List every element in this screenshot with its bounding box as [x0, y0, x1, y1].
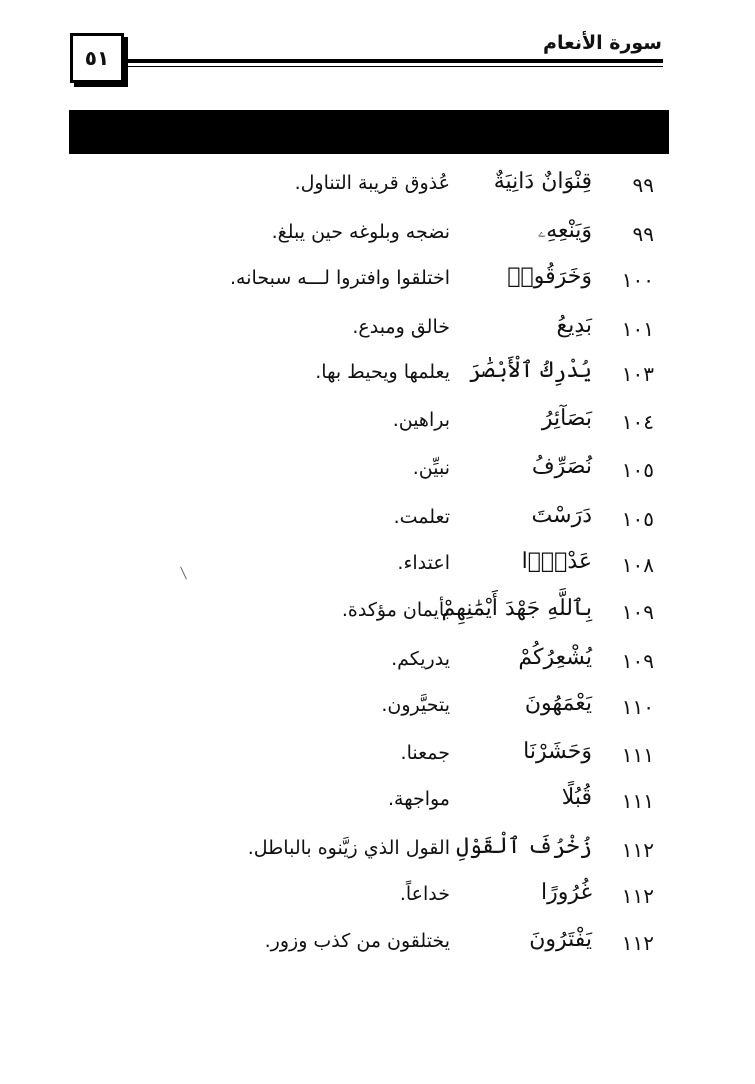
- list-item: [0, 212, 755, 258]
- quran-word: وَحَشَرْنَا: [523, 739, 592, 764]
- word-meaning: خداعاً.: [399, 883, 450, 905]
- verse-number: ١٠٥: [621, 458, 654, 482]
- verse-number: ١١٢: [621, 838, 654, 862]
- verse-number: ١١٢: [621, 931, 654, 955]
- quran-word: قُبُلًا: [561, 785, 592, 810]
- quran-word: يُدْرِكُ ٱلْأَبْصَٰرَ: [468, 358, 592, 383]
- verse-number: ١٠٣: [621, 362, 654, 386]
- header-rule-thin: [126, 66, 663, 67]
- word-meaning: يعلمها ويحيط بها.: [315, 361, 450, 383]
- list-item: [0, 543, 755, 589]
- quran-word: يُشْعِرُكُمْ: [518, 645, 592, 670]
- word-meaning: يدريكم.: [391, 648, 450, 670]
- list-item: [0, 307, 755, 353]
- section-header-bar: [69, 110, 669, 154]
- verse-number: ١٠٨: [621, 553, 654, 577]
- verse-number: ١١١: [621, 743, 654, 767]
- quran-word: دَرَسْتَ: [531, 503, 592, 528]
- verse-number: ١١٠: [621, 695, 654, 719]
- word-meaning: اختلقوا وافتروا لـــه سبحانه.: [230, 267, 450, 289]
- list-item: [0, 828, 755, 874]
- verse-number: ١٠٩: [621, 600, 654, 624]
- verse-number: ١٠٠: [621, 268, 654, 292]
- list-item: [0, 921, 755, 967]
- word-meaning: اعتداء.: [397, 552, 450, 574]
- quran-word: يَفْتَرُونَ: [529, 927, 592, 952]
- quran-word: بَدِيعُ: [556, 313, 592, 338]
- word-meaning: خالق ومبدع.: [352, 316, 450, 338]
- list-item: [0, 163, 755, 209]
- verse-number: ١٠٥: [621, 507, 654, 531]
- word-meaning: نضجه وبلوغه حين يبلغ.: [271, 221, 450, 243]
- quran-word: قِنْوَانٌ دَانِيَةٌ: [493, 169, 592, 194]
- verse-number: ١٠١: [621, 317, 654, 341]
- word-meaning: نبيِّن.: [412, 457, 450, 479]
- list-item: [0, 352, 755, 398]
- list-item: [0, 497, 755, 543]
- list-item: [0, 733, 755, 779]
- word-meaning: بأيمان مؤكدة.: [341, 599, 450, 621]
- verse-number: ٩٩: [632, 173, 654, 197]
- list-item: [0, 779, 755, 825]
- quran-word: بِٱللَّهِ جَهْدَ أَيْمَٰنِهِمْ: [441, 596, 592, 621]
- word-meaning: يتحيَّرون.: [381, 694, 450, 716]
- word-meaning: يختلقون من كذب وزور.: [264, 930, 450, 952]
- quran-word: بَصَآئِرُ: [541, 406, 592, 431]
- page-number: ٥١: [84, 46, 110, 70]
- word-meaning: تعلمت.: [393, 506, 450, 528]
- list-item: [0, 639, 755, 685]
- quran-word: وَيَنْعِهِۦ: [537, 218, 592, 243]
- word-meaning: مواجهة.: [387, 788, 450, 810]
- quran-word: غُرُورًا: [540, 880, 592, 905]
- word-meaning: القول الذي زيَّنوه بالباطل.: [247, 837, 450, 859]
- quran-word: نُصَرِّفُ: [531, 454, 592, 479]
- page-number-box: [70, 33, 124, 83]
- verse-number: ١٠٤: [621, 410, 654, 434]
- surah-title: سورة الأنعام: [543, 32, 662, 54]
- word-meaning: عُذوق قريبة التناول.: [294, 172, 450, 194]
- quran-word: وَخَرَقُوا۟: [507, 264, 592, 289]
- quran-word: عَدْوًۢا: [521, 549, 592, 574]
- verse-number: ١٠٩: [621, 649, 654, 673]
- word-meaning: براهين.: [392, 409, 450, 431]
- word-meaning: جمعنا.: [400, 742, 450, 764]
- list-item: [0, 448, 755, 494]
- list-item: [0, 874, 755, 920]
- list-item: [0, 685, 755, 731]
- quran-word: زُخْرُفَ ٱلْقَوْلِ: [456, 834, 592, 859]
- verse-number: ١١٢: [621, 884, 654, 908]
- list-item: [0, 590, 755, 636]
- verse-number: ٩٩: [632, 222, 654, 246]
- list-item: [0, 258, 755, 304]
- verse-number: ١١١: [621, 789, 654, 813]
- quran-word: يَعْمَهُونَ: [524, 691, 592, 716]
- header-rule-thick: [126, 59, 663, 63]
- list-item: [0, 400, 755, 446]
